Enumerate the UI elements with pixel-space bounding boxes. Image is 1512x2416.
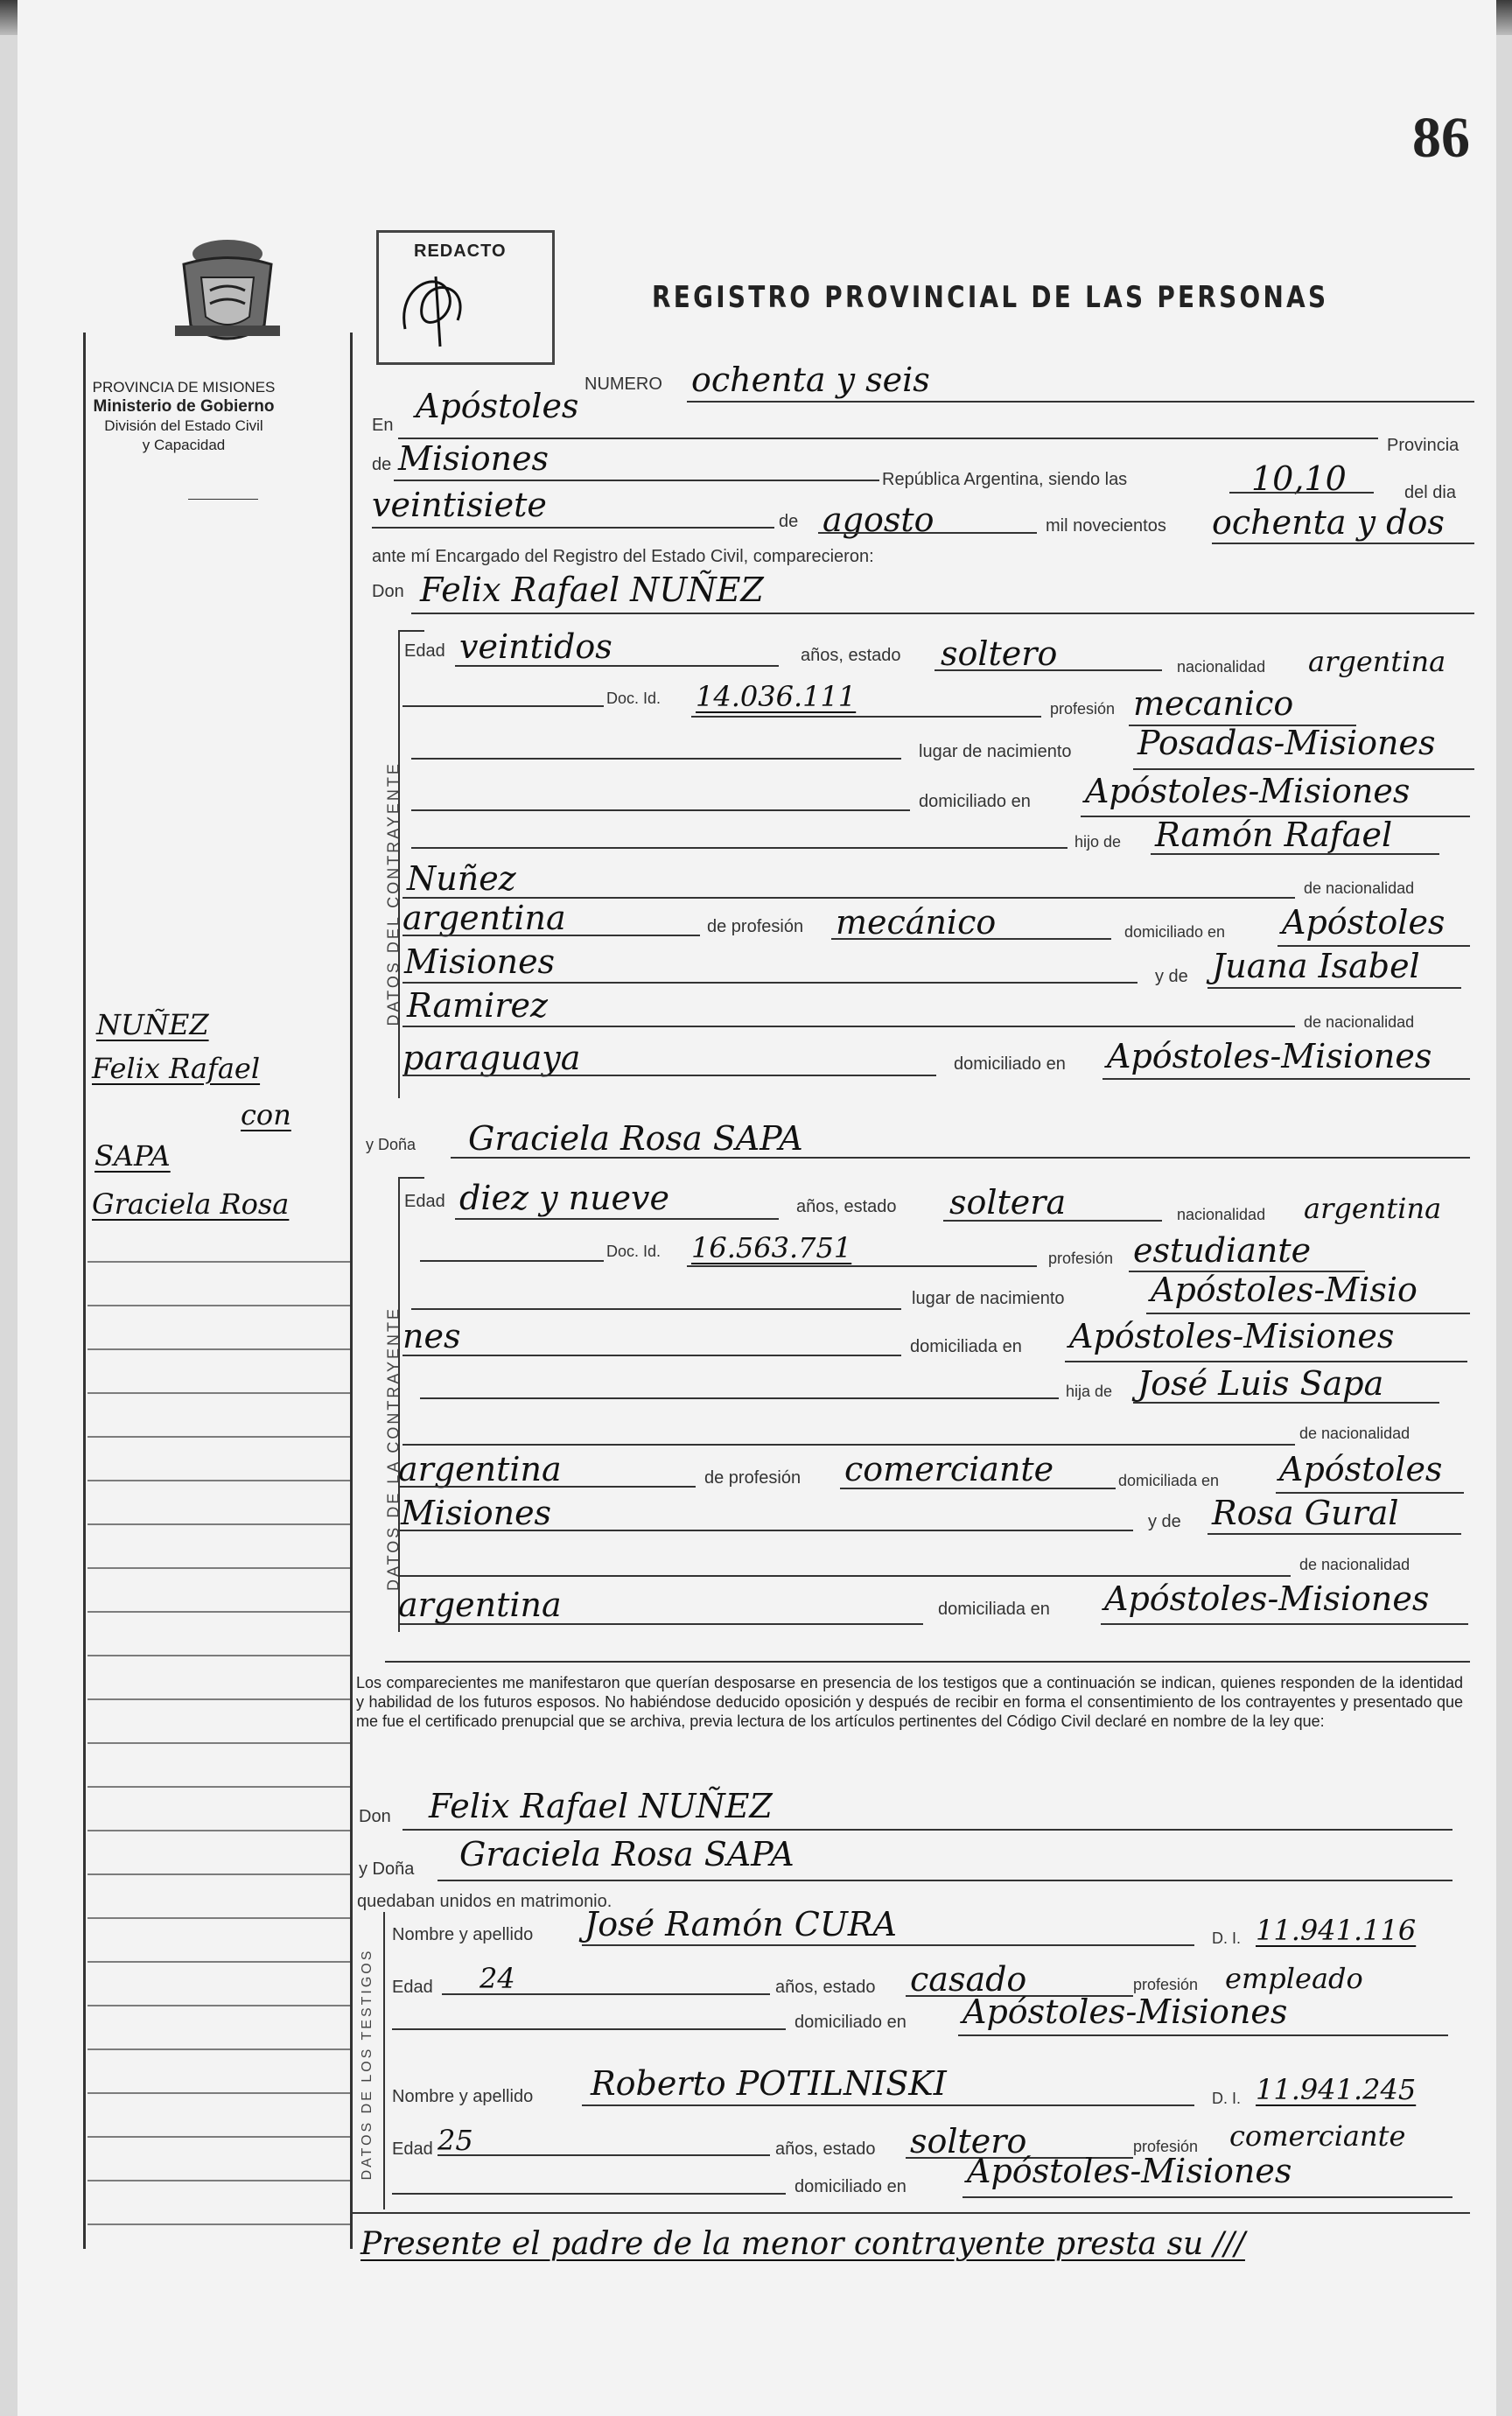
estado2-value: soltera	[949, 1183, 1067, 1222]
page-number: 86	[1412, 106, 1470, 170]
form-column-border	[350, 333, 353, 2249]
t2-nombre-label: Nombre y apellido	[392, 2087, 534, 2106]
footer-note: Presente el padre de la menor contrayente presta su ///	[360, 2226, 1245, 2262]
block-end-line	[385, 1661, 1470, 1663]
madre2-y-de-label: y de	[1148, 1512, 1181, 1531]
t2-edad-line	[438, 2154, 770, 2156]
hijo-pre-line	[411, 847, 1068, 849]
anio-line	[1212, 543, 1474, 544]
padre-value: Ramón Rafael	[1155, 816, 1393, 854]
de-value: Misiones	[398, 439, 550, 478]
margin-connector: con	[241, 1098, 291, 1131]
t1-di-label: D. I.	[1212, 1929, 1242, 1947]
t2-dom-value: Apóstoles-Misiones	[967, 2152, 1292, 2190]
contrayenta-tick	[398, 1177, 424, 1179]
t2-dom-label: domiciliado en	[794, 2177, 906, 2196]
madre-dom-value: Apóstoles-Misiones	[1107, 1037, 1432, 1075]
t1-prof-label: profesión	[1133, 1976, 1199, 1993]
padre2-prof-label: de profesión	[704, 1468, 802, 1488]
dom-pre-line	[411, 809, 910, 811]
padre-line	[1151, 853, 1439, 855]
dona-value: Graciela Rosa SAPA	[468, 1119, 803, 1158]
contrayente-side-label: DATOS DEL CONTRAYENTE	[384, 761, 402, 1026]
ante-label: ante mí Encargado del Registro del Estado Civil, comparecieron:	[372, 547, 874, 566]
estado2-line	[943, 1220, 1162, 1222]
nacionalidad2-value: argentina	[1304, 1192, 1442, 1225]
republica-label: República Argentina, siendo las	[882, 470, 1128, 489]
contrayente-tick	[398, 630, 424, 632]
profesion2-label: profesión	[1048, 1250, 1114, 1267]
padre2-dom-cont-value: Misiones	[401, 1494, 552, 1532]
padre-nac-label: de nacionalidad	[1304, 879, 1415, 897]
dona-line	[451, 1157, 1470, 1159]
edad2-value: diez y nueve	[459, 1179, 670, 1217]
decl-don-line	[402, 1829, 1452, 1831]
decl-dona-line	[438, 1880, 1452, 1881]
lugar-value: Posadas-Misiones	[1138, 724, 1436, 762]
profesion-label: profesión	[1050, 700, 1116, 718]
padre2-dom-cont-line	[398, 1530, 1133, 1531]
t2-dom-line	[962, 2196, 1452, 2198]
de-mes-label: de	[779, 512, 799, 531]
padre2-nac-line	[398, 1486, 696, 1488]
madre-cont-line	[402, 1026, 1295, 1027]
decl-dona-label: y Doña	[359, 1859, 415, 1879]
padre2-nac-pre-line	[402, 1444, 1295, 1446]
dia-line	[372, 527, 774, 529]
edad2-line	[455, 1218, 779, 1220]
madre2-dom-line	[1101, 1623, 1468, 1625]
t1-nombre-label: Nombre y apellido	[392, 1925, 534, 1944]
edad2-label: Edad	[404, 1192, 445, 1211]
redacto-stamp	[376, 230, 555, 365]
mes-line	[818, 532, 1037, 534]
padre2-prof-value: comerciante	[844, 1450, 1054, 1488]
don-line	[411, 613, 1474, 614]
t2-dom-pre-line	[392, 2193, 786, 2195]
lugar-label: lugar de nacimiento	[919, 742, 1072, 761]
padre2-dom-label: domiciliada en	[1118, 1472, 1220, 1489]
madre2-nac-value: argentina	[398, 1586, 562, 1624]
padre-dom-value: Apóstoles	[1282, 903, 1446, 942]
t1-anos-label: años, estado	[775, 1978, 876, 1997]
t2-nombre-line	[582, 2104, 1194, 2106]
t2-edad-value: 25	[438, 2124, 473, 2157]
division-line: División del Estado Civil	[104, 417, 263, 434]
numero-value: ochenta y seis	[691, 361, 930, 399]
don-label: Don	[372, 582, 404, 601]
dom2-pre-line	[402, 1355, 901, 1356]
madre2-nac-label: de nacionalidad	[1299, 1556, 1410, 1573]
madre2-nac-line	[398, 1623, 923, 1625]
mes-value: agosto	[822, 501, 934, 539]
hijo-label: hijo de	[1074, 833, 1122, 851]
padre-prof-label: de profesión	[707, 917, 804, 936]
decl-dona-value: Graciela Rosa SAPA	[459, 1835, 794, 1873]
lugar2-pre-line	[411, 1308, 901, 1310]
margin-surname-groom: NUÑEZ	[96, 1008, 209, 1041]
t1-dom-pre-line	[392, 2028, 786, 2030]
t1-edad-value: 24	[480, 1962, 515, 1995]
madre2-dom-value: Apóstoles-Misiones	[1104, 1579, 1430, 1618]
lugar2-value: Apóstoles-Misio	[1151, 1271, 1418, 1309]
lugar2-label: lugar de nacimiento	[912, 1289, 1065, 1308]
hora-line	[1229, 492, 1374, 494]
padre-nac-line	[402, 935, 700, 936]
madre-cont-value: Ramirez	[407, 986, 548, 1025]
hija-label: hija de	[1066, 1383, 1113, 1400]
anos-label: años, estado	[801, 646, 901, 665]
lugar-line	[1133, 768, 1474, 770]
contrayenta-side-label: DATOS DE LA CONTRAYENTE	[384, 1306, 402, 1592]
padre2-value: José Luis Sapa	[1138, 1364, 1384, 1403]
madre-value: Juana Isabel	[1212, 947, 1420, 985]
edad-value: veintidos	[459, 627, 612, 666]
declaration-paragraph: Los comparecientes me manifestaron que querían desposarse en presencia de los testigos que a continuación se indican, quienes responden de la identidad y habilidad de los futuros esposos. No habiéndose deducido oposición y después de recibir en forma el consentimiento de los contrayentes y presentado que me fue el certificado prenupcial que se archiva, previa lectura de los artículos pertinentes del Código Civil declaré en nombre de la ley que:	[356, 1674, 1463, 1730]
madre-nac-value: paraguaya	[402, 1039, 581, 1077]
madre2-value: Rosa Gural	[1212, 1494, 1399, 1532]
t1-estado-value: casado	[910, 1960, 1027, 1999]
de-label: de	[372, 455, 392, 474]
t1-dom-value: Apóstoles-Misiones	[962, 1992, 1288, 2031]
padre-prof-value: mecánico	[836, 903, 997, 942]
province-line: PROVINCIA DE MISIONES	[92, 379, 276, 396]
padre-dom-label: domiciliado en	[1124, 923, 1226, 941]
padre2-line	[1133, 1402, 1439, 1404]
document-title: REGISTRO PROVINCIAL DE LAS PERSONAS	[652, 280, 1329, 315]
edad-label: Edad	[404, 641, 445, 661]
decl-don-value: Felix Rafael NUÑEZ	[429, 1787, 773, 1825]
t1-dom-label: domiciliado en	[794, 2013, 906, 2032]
profesion2-value: estudiante	[1133, 1231, 1312, 1270]
t1-edad-label: Edad	[392, 1978, 433, 1997]
margin-name-bride: Graciela Rosa	[92, 1187, 290, 1221]
t1-prof-value: empleado	[1225, 1962, 1363, 1995]
province-heading	[52, 378, 315, 455]
testigos-side-label: DATOS DE LOS TESTIGOS	[360, 1948, 374, 2181]
lugar2-line	[1146, 1313, 1470, 1314]
padre-nac-value: argentina	[402, 899, 566, 937]
en-value: Apóstoles	[416, 387, 579, 425]
padre-dom-cont-line	[402, 982, 1138, 984]
dona-label: y Doña	[366, 1136, 416, 1153]
testigos-end-line	[350, 2212, 1470, 2214]
dia-value: veintisiete	[372, 486, 547, 524]
stamp-label: REDACTO	[414, 242, 507, 261]
estado-value: soltero	[941, 634, 1058, 673]
provincial-seal-icon	[166, 229, 289, 352]
divider	[188, 499, 258, 500]
madre-nac-line	[402, 1075, 936, 1076]
del-dia-label: del dia	[1404, 483, 1456, 502]
anos2-label: años, estado	[796, 1197, 897, 1216]
capacity-line: y Capacidad	[142, 437, 226, 453]
padre-dom-cont-value: Misiones	[404, 942, 556, 981]
lugar-pre-line	[411, 758, 901, 760]
margin-surname-bride: SAPA	[94, 1139, 171, 1173]
doc-label: Doc. Id.	[606, 690, 662, 707]
provincia-label: Provincia	[1387, 436, 1460, 455]
t2-prof-label: profesión	[1133, 2138, 1199, 2155]
madre-dom-line	[1102, 1078, 1470, 1080]
padre2-prof-line	[840, 1488, 1116, 1489]
padre2-nac-label: de nacionalidad	[1299, 1425, 1410, 1442]
edad-line	[455, 665, 779, 667]
t1-edad-line	[442, 1993, 770, 1995]
t1-di-value: 11.941.116	[1256, 1914, 1417, 1947]
doc2-label: Doc. Id.	[606, 1243, 662, 1260]
doc-line	[691, 716, 1041, 718]
en-label: En	[372, 416, 394, 435]
margin-column-border	[83, 333, 86, 2249]
doc-value: 14.036.111	[696, 680, 857, 713]
nacionalidad2-label: nacionalidad	[1177, 1206, 1266, 1223]
t2-estado-value: soltero	[910, 2122, 1027, 2160]
doc2-pre-line	[420, 1260, 604, 1262]
padre2-dom-value: Apóstoles	[1279, 1450, 1443, 1488]
doc2-line	[687, 1265, 1037, 1267]
padre-prof-line	[831, 938, 1111, 940]
t1-dom-line	[958, 2034, 1448, 2036]
de-line	[394, 480, 879, 481]
madre-y-de-label: y de	[1155, 967, 1188, 986]
numero-line	[687, 401, 1474, 403]
domicilio2-line	[1065, 1361, 1467, 1362]
signature-mark-icon	[388, 250, 493, 355]
mil-label: mil novecientos	[1046, 516, 1166, 536]
estado-line	[934, 669, 1162, 671]
nacionalidad-value: argentina	[1308, 645, 1446, 678]
t2-anos-label: años, estado	[775, 2139, 876, 2159]
lugar2-cont-value: nes	[402, 1317, 461, 1355]
hora-value: 10,10	[1251, 459, 1347, 498]
madre2-nac-pre-line	[398, 1575, 1291, 1577]
t2-edad-label: Edad	[392, 2139, 433, 2159]
nacionalidad-label: nacionalidad	[1177, 658, 1266, 676]
t1-nombre-line	[582, 1944, 1194, 1946]
anio-value: ochenta y dos	[1212, 503, 1445, 542]
profesion-value: mecanico	[1133, 684, 1294, 723]
numero-label: NUMERO	[584, 375, 662, 394]
domicilio2-label: domiciliada en	[910, 1337, 1022, 1356]
t2-di-label: D. I.	[1212, 2090, 1242, 2107]
padre-cont-value: Nuñez	[407, 859, 516, 898]
margin-ruled-lines	[88, 1260, 350, 2231]
madre2-dom-label: domiciliada en	[938, 1600, 1050, 1619]
t2-di-value: 11.941.245	[1256, 2073, 1417, 2106]
padre2-nac-value: argentina	[398, 1450, 562, 1488]
margin-name-groom: Felix Rafael	[92, 1052, 261, 1085]
domicilio-value: Apóstoles-Misiones	[1085, 772, 1410, 810]
madre2-line	[1208, 1533, 1461, 1535]
hija-pre-line	[420, 1397, 1059, 1399]
quedaban-text: quedaban unidos en matrimonio.	[357, 1892, 612, 1911]
domicilio2-value: Apóstoles-Misiones	[1069, 1317, 1395, 1355]
madre-dom-label: domiciliado en	[954, 1054, 1066, 1074]
testigos-border	[383, 1912, 385, 2209]
doc2-value: 16.563.751	[691, 1231, 852, 1264]
domicilio-label: domiciliado en	[919, 792, 1031, 811]
madre-line	[1208, 987, 1461, 989]
don-value: Felix Rafael NUÑEZ	[420, 571, 764, 609]
t1-nombre-value: José Ramón CURA	[584, 1905, 897, 1943]
ministry-line: Ministerio de Gobierno	[93, 397, 275, 416]
decl-don-label: Don	[359, 1807, 391, 1826]
t2-prof-value: comerciante	[1229, 2119, 1406, 2153]
madre-nac-label: de nacionalidad	[1304, 1013, 1415, 1031]
doc-pre-line	[402, 705, 604, 707]
t2-nombre-value: Roberto POTILNISKI	[591, 2064, 947, 2103]
